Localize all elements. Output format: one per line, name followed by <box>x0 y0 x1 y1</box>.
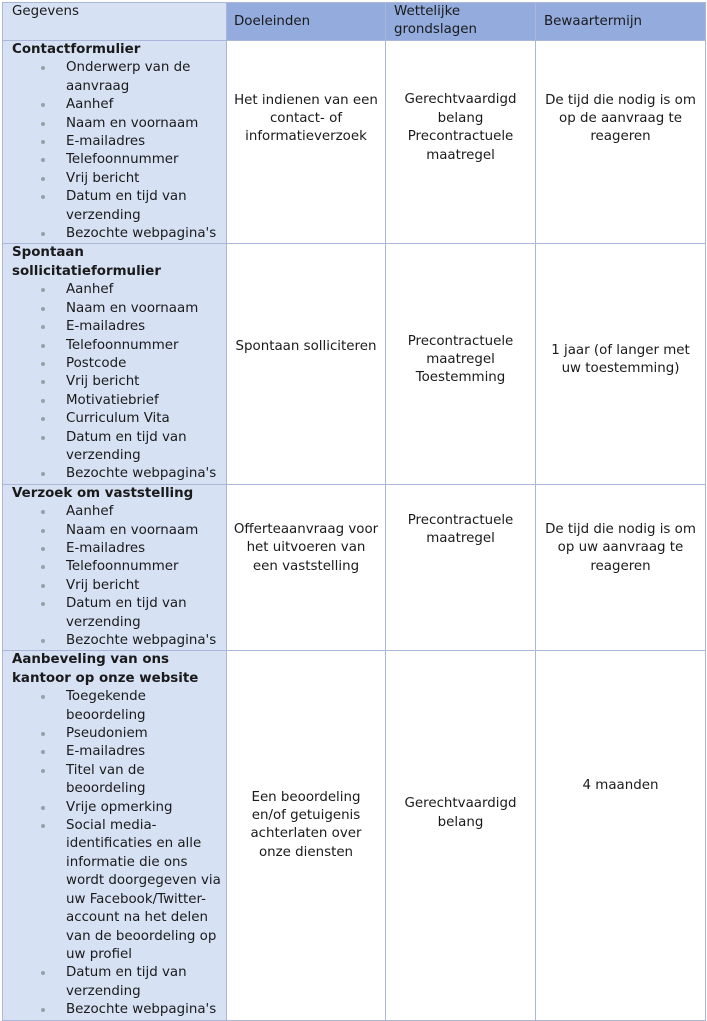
list-item: Postcode <box>3 355 226 373</box>
gegevens-cell <box>3 244 227 484</box>
list-item: E-mailadres <box>3 133 226 151</box>
list-item: Bezochte webpagina's <box>3 1001 226 1019</box>
list-item: Curriculum Vita <box>3 410 226 428</box>
list-item: E-mailadres <box>3 540 226 558</box>
section-title: Verzoek om vaststelling <box>12 485 194 501</box>
bewaartermijn-cell: De tijd die nodig is om op uw aanvraag te reageren <box>536 484 706 651</box>
list-item: Naam en voornaam <box>3 115 226 133</box>
list-item: Naam en voornaam <box>3 300 226 318</box>
grondslagen-cell: Gerechtvaardigd belang Precontractuele maatregel <box>386 41 536 244</box>
list-item: Motivatiebrief <box>3 392 226 410</box>
gegevens-cell <box>3 41 227 244</box>
table-row <box>3 651 706 1020</box>
data-item-list <box>3 281 226 483</box>
table-row <box>3 41 706 244</box>
section-title: Aanbeveling van ons kantoor op onze website <box>12 652 199 686</box>
table-row <box>3 244 706 484</box>
doeleinden-cell: Een beoordeling en/of getuigenis achterlaten over onze diensten <box>227 651 386 1020</box>
list-item: Titel van de beoordeling <box>3 762 226 799</box>
header-bewaartermijn: Bewaartermijn <box>536 3 706 41</box>
bewaartermijn-cell: De tijd die nodig is om op de aanvraag te reageren <box>536 41 706 244</box>
list-item: E-mailadres <box>3 318 226 336</box>
doeleinden-cell: Het indienen van een contact- of informatieverzoek <box>227 41 386 244</box>
gdpr-data-table <box>2 2 706 1021</box>
list-item: Telefoonnummer <box>3 151 226 169</box>
list-item: Datum en tijd van verzending <box>3 964 226 1001</box>
bewaartermijn-cell: 1 jaar (of langer met uw toestemming) <box>536 244 706 484</box>
list-item: Vrij bericht <box>3 577 226 595</box>
table-row <box>3 484 706 651</box>
list-item: Social media-identificaties en alle informatie die ons wordt doorgegeven via uw Facebook/Twitter-account na het delen van de beoordeling op uw profiel <box>3 817 226 964</box>
grondslagen-cell: Precontractuele maatregel <box>386 484 536 651</box>
list-item: E-mailadres <box>3 743 226 761</box>
list-item: Vrije opmerking <box>3 799 226 817</box>
list-item: Datum en tijd van verzending <box>3 188 226 225</box>
list-item: Naam en voornaam <box>3 522 226 540</box>
gegevens-cell <box>3 484 227 651</box>
section-title: Spontaan sollicitatieformulier <box>12 245 161 279</box>
list-item: Bezochte webpagina's <box>3 225 226 243</box>
doeleinden-cell: Offerteaanvraag voor het uitvoeren van een vaststelling <box>227 484 386 651</box>
list-item: Telefoonnummer <box>3 558 226 576</box>
grondslagen-cell: Gerechtvaardigd belang <box>386 651 536 1020</box>
list-item: Bezochte webpagina's <box>3 632 226 650</box>
grondslagen-cell: Precontractuele maatregel Toestemming <box>386 244 536 484</box>
gegevens-cell <box>3 651 227 1020</box>
list-item: Onderwerp van de aanvraag <box>3 59 226 96</box>
list-item: Aanhef <box>3 96 226 114</box>
header-gegevens: Gegevens <box>3 3 227 41</box>
list-item: Toegekende beoordeling <box>3 688 226 725</box>
list-item: Bezochte webpagina's <box>3 465 226 483</box>
list-item: Pseudoniem <box>3 725 226 743</box>
doeleinden-cell: Spontaan solliciteren <box>227 244 386 484</box>
header-grondslagen: Wettelijke grondslagen <box>386 3 536 41</box>
header-row <box>3 3 706 41</box>
list-item: Aanhef <box>3 281 226 299</box>
list-item: Aanhef <box>3 503 226 521</box>
section-title: Contactformulier <box>12 42 141 57</box>
list-item: Vrij bericht <box>3 373 226 391</box>
header-doeleinden: Doeleinden <box>227 3 386 41</box>
data-item-list <box>3 503 226 650</box>
data-item-list <box>3 688 226 1019</box>
list-item: Datum en tijd van verzending <box>3 595 226 632</box>
list-item: Vrij bericht <box>3 170 226 188</box>
list-item: Telefoonnummer <box>3 337 226 355</box>
data-item-list <box>3 59 226 243</box>
list-item: Datum en tijd van verzending <box>3 429 226 466</box>
bewaartermijn-cell: 4 maanden <box>536 651 706 1020</box>
